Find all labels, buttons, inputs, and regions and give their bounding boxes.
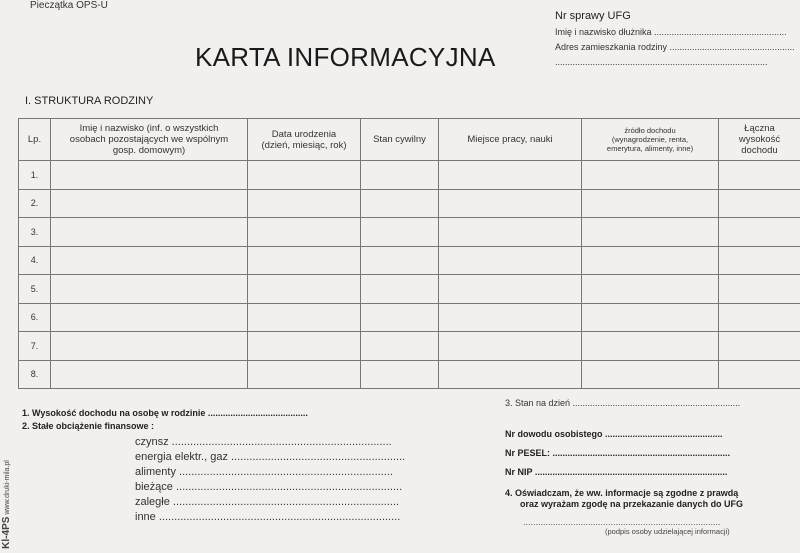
civil-cell[interactable] xyxy=(361,303,439,332)
name-cell[interactable] xyxy=(51,161,248,190)
table-row xyxy=(19,275,800,304)
work-cell[interactable] xyxy=(439,360,582,389)
income-cell[interactable] xyxy=(719,360,800,389)
civil-cell[interactable] xyxy=(361,189,439,218)
birth-cell[interactable] xyxy=(248,218,361,247)
table-row xyxy=(19,161,800,190)
income-per-person-field[interactable]: 1. Wysokość dochodu na osobę w rodzinie ........................................ xyxy=(22,408,308,418)
birth-cell[interactable] xyxy=(248,332,361,361)
table-row xyxy=(19,218,800,247)
name-cell[interactable] xyxy=(51,246,248,275)
income-source-cell[interactable] xyxy=(582,246,719,275)
nip-field[interactable]: Nr NIP ............................................................................. xyxy=(505,467,728,477)
row-number: 6. xyxy=(19,303,51,332)
work-cell[interactable] xyxy=(439,161,582,190)
birth-cell[interactable] xyxy=(248,275,361,304)
table-header-row xyxy=(19,119,800,161)
work-cell[interactable] xyxy=(439,275,582,304)
side-print-code xyxy=(1,460,12,549)
income-cell[interactable] xyxy=(719,246,800,275)
declaration-line-1: 4. Oświadczam, że ww. informacje są zgodne z prawdą xyxy=(505,488,739,498)
col-lp: Lp. xyxy=(19,119,51,161)
row-number: 2. xyxy=(19,189,51,218)
income-cell[interactable] xyxy=(719,332,800,361)
income-source-cell[interactable] xyxy=(582,218,719,247)
col-work-place: Miejsce pracy, nauki xyxy=(439,119,582,161)
row-number: 7. xyxy=(19,332,51,361)
birth-cell[interactable] xyxy=(248,189,361,218)
row-number: 1. xyxy=(19,161,51,190)
publisher-url: www.druki-mila.pl xyxy=(3,460,11,515)
col-total-income: Łączna wysokość dochodu xyxy=(719,119,800,161)
income-cell[interactable] xyxy=(719,161,800,190)
name-cell[interactable] xyxy=(51,332,248,361)
signature-field[interactable]: ............................................................................... xyxy=(523,517,721,527)
work-cell[interactable] xyxy=(439,218,582,247)
table-row xyxy=(19,332,800,361)
debtor-name-line: Imię i nazwisko dłużnika ..................................................... xyxy=(555,27,787,37)
col-birth-date: Data urodzenia (dzień, miesiąc, rok) xyxy=(248,119,361,161)
row-number: 8. xyxy=(19,360,51,389)
rent-field[interactable]: czynsz ........................................................................ xyxy=(135,436,392,448)
alimony-field[interactable]: alimenty ...................................................................... xyxy=(135,466,393,478)
other-costs-field[interactable]: inne ............................................................................... xyxy=(135,511,401,523)
work-cell[interactable] xyxy=(439,189,582,218)
birth-cell[interactable] xyxy=(248,360,361,389)
name-cell[interactable] xyxy=(51,303,248,332)
name-cell[interactable] xyxy=(51,360,248,389)
row-number: 3. xyxy=(19,218,51,247)
income-source-cell[interactable] xyxy=(582,360,719,389)
work-cell[interactable] xyxy=(439,332,582,361)
income-cell[interactable] xyxy=(719,303,800,332)
declaration-line-2: oraz wyrażam zgodę na przekazanie danych do UFG xyxy=(520,499,744,509)
work-cell[interactable] xyxy=(439,246,582,275)
birth-cell[interactable] xyxy=(248,161,361,190)
state-date-field[interactable]: 3. Stan na dzień ................................................................... xyxy=(505,398,741,408)
income-source-cell[interactable] xyxy=(582,275,719,304)
case-number-label: Nr sprawy UFG xyxy=(555,10,631,22)
section-title: I. STRUKTURA RODZINY xyxy=(25,95,154,107)
form-code: Kl-4PS xyxy=(0,516,12,549)
signature-label: (podpis osoby udzielającej informacji) xyxy=(605,527,730,536)
income-cell[interactable] xyxy=(719,189,800,218)
table-row xyxy=(19,303,800,332)
row-number: 5. xyxy=(19,275,51,304)
civil-cell[interactable] xyxy=(361,218,439,247)
income-source-cell[interactable] xyxy=(582,332,719,361)
work-cell[interactable] xyxy=(439,303,582,332)
civil-cell[interactable] xyxy=(361,275,439,304)
table-row xyxy=(19,189,800,218)
energy-gas-field[interactable]: energia elektr., gaz ......................................................... xyxy=(135,451,406,463)
col-name: Imię i nazwisko (inf. o wszystkich osobach pozostających we wspólnym gosp. domowym) xyxy=(51,119,248,161)
row-number: 4. xyxy=(19,246,51,275)
table-row xyxy=(19,360,800,389)
name-cell[interactable] xyxy=(51,218,248,247)
birth-cell[interactable] xyxy=(248,303,361,332)
arrears-field[interactable]: zaległe .......................................................................... xyxy=(135,496,400,508)
current-costs-field[interactable]: bieżące .......................................................................... xyxy=(135,481,403,493)
birth-cell[interactable] xyxy=(248,246,361,275)
family-address-line: Adres zamieszkania rodziny .................................................. xyxy=(555,42,795,52)
family-structure-table xyxy=(18,118,800,389)
civil-cell[interactable] xyxy=(361,332,439,361)
id-card-field[interactable]: Nr dowodu osobistego ............................................... xyxy=(505,429,723,439)
address-continuation-line: ..................................................................................... xyxy=(555,57,768,67)
income-cell[interactable] xyxy=(719,275,800,304)
income-source-cell[interactable] xyxy=(582,161,719,190)
name-cell[interactable] xyxy=(51,189,248,218)
civil-cell[interactable] xyxy=(361,161,439,190)
income-source-cell[interactable] xyxy=(582,303,719,332)
income-source-cell[interactable] xyxy=(582,189,719,218)
civil-cell[interactable] xyxy=(361,360,439,389)
fixed-costs-label: 2. Stałe obciążenie finansowe : xyxy=(22,421,155,431)
table-row xyxy=(19,246,800,275)
income-cell[interactable] xyxy=(719,218,800,247)
stamp-label: Pieczątka OPS-U xyxy=(30,0,108,11)
col-civil-status: Stan cywilny xyxy=(361,119,439,161)
col-income-source: źródło dochodu (wynagrodzenie, renta, emerytura, alimenty, inne) xyxy=(582,119,719,161)
civil-cell[interactable] xyxy=(361,246,439,275)
pesel-field[interactable]: Nr PESEL: ....................................................................... xyxy=(505,448,731,458)
page-title: KARTA INFORMACYJNA xyxy=(195,42,496,72)
name-cell[interactable] xyxy=(51,275,248,304)
